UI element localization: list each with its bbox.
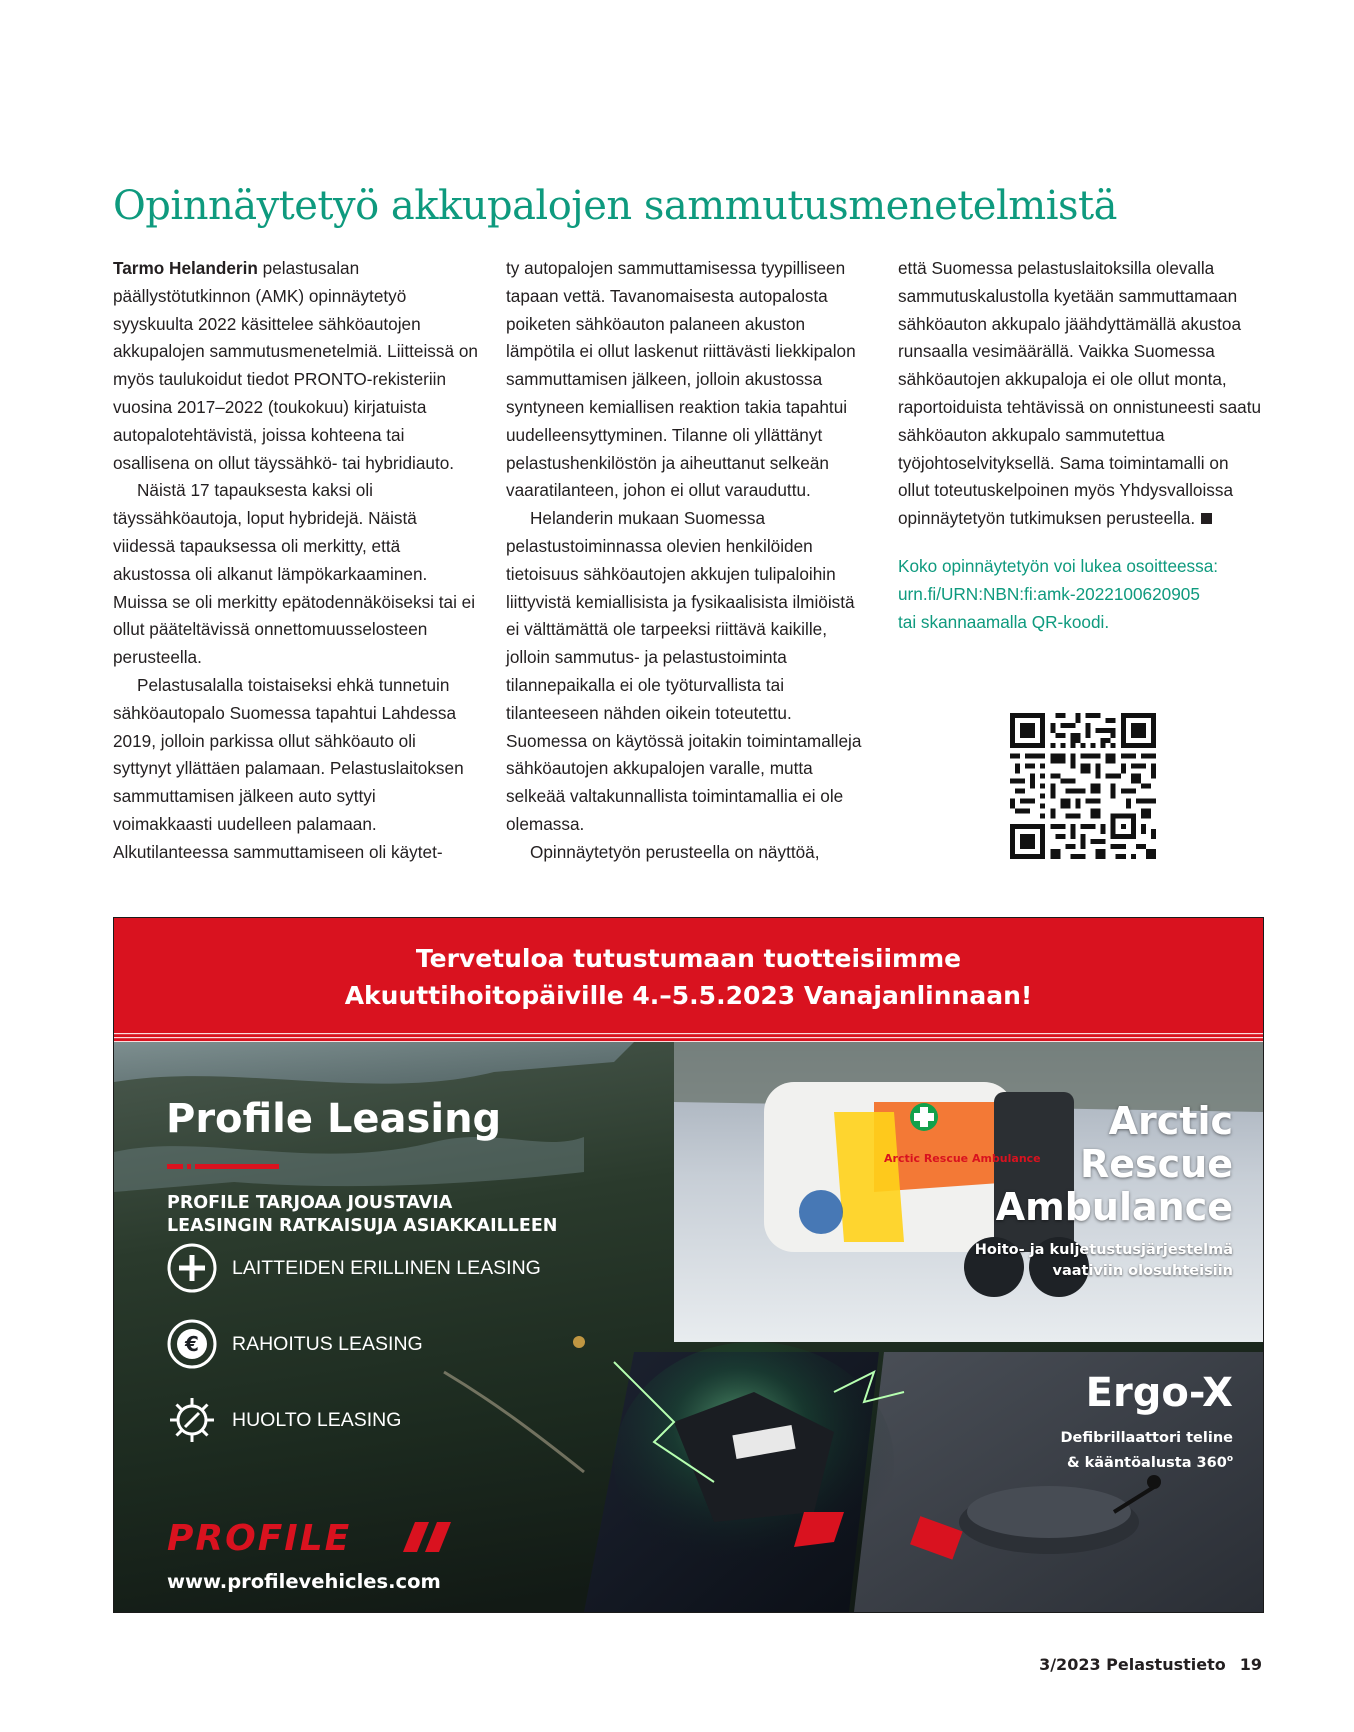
article-title: Opinnäytetyö akkupalojen sammutusmenetelmistä: [113, 183, 1117, 229]
thesis-link[interactable]: Koko opinnäytetyön voi lukea osoitteessa: urn.fi/URN:NBN:fi:amk-2022100620905 tai skannaamalla QR-koodi.: [898, 555, 1219, 632]
vehicle-label: Arctic Rescue Ambulance: [884, 1152, 1041, 1165]
qr-code-icon[interactable]: [1010, 713, 1156, 859]
feature-label: LAITTEIDEN ERILLINEN LEASING: [232, 1257, 541, 1279]
svg-text:PROFILE: PROFILE: [167, 1520, 352, 1554]
ergo-x-subtitle: Defibrillaattori teline & kääntöalusta 360$^o$: [1060, 1430, 1233, 1471]
profile-logo: [167, 1520, 457, 1554]
paragraph: että Suomessa pelastuslaitoksilla olevalla sammutuskalustolla kyetään sammuttamaan sähköauton akkupalo jäähdyttämällä akustoa runsaalla vesimäärällä. Vaikka Suomessa sähköautojen akkupaloja ei ole ollut monta, raportoiduista tehtävissä on onnistuneesti saatu sähköauton akkupalo sammutettua työjohtoselvityksellä. Sama toimintamalli on ollut toteutuskelpoinen myös Yhdysvalloissa opinnäytetyön tutkimuksen perusteella.: [898, 258, 1262, 529]
paragraph: Helanderin mukaan Suomessa pelastustoiminnassa olevien henkilöiden tietoisuus sähköautojen akkujen tulipaloihin liittyvistä kemiallisista ja fysikaalisista ilmiöistä ei välttämättä ole tarpeeksi riittävä kaikille, jolloin sammutus- ja pelastustoiminta tilannepaikalla ei ole työturvallista tai tilanteeseen nähden oikein toteutettu. Suomessa on käytössä joitakin toimintamalleja sähköautojen akkupalojen varalle, mutta selkeää valtakunnallista toimintamallia ei ole olemassa.: [506, 508, 862, 834]
end-mark-icon: [1201, 513, 1212, 524]
feature-label: HUOLTO LEASING: [232, 1409, 402, 1431]
article-column-1: [113, 255, 478, 867]
paragraph: ty autopalojen sammuttamisessa tyypilliseen tapaan vettä. Tavanomaisesta autopalosta poiketen sähköauton palaneen akuston lämpötila ei ollut laskenut riittävästi liekkipalon sammuttamisen jälkeen, jolloin akustossa syntyneen kemiallisen reaktion takia tapahtui uudelleensyttyminen. Tilanne oli yllättänyt pelastushenkilöstön ja aiheuttanut selkeän vaaratilanteen, johon ei ollut varauduttu.: [506, 258, 856, 501]
gear-wrench-icon: [166, 1394, 218, 1446]
feature-item: [166, 1318, 566, 1372]
page-footer: [1039, 1655, 1262, 1674]
feature-label: RAHOITUS LEASING: [232, 1333, 423, 1355]
arctic-rescue-subtitle: Hoito- ja kuljetustusjärjestelmä vaativiin olosuhteisiin: [974, 1242, 1233, 1279]
website-link[interactable]: www.profilevehicles.com: [167, 1570, 441, 1593]
advertisement: [113, 917, 1264, 1613]
plus-circle-icon: [166, 1242, 218, 1294]
paragraph: Näistä 17 tapauksesta kaksi oli täyssähköautoja, loput hybridejä. Näistä viidessä tapauksessa oli merkitty, että akustossa oli alkanut lämpökarkaaminen. Muissa se oli merkitty epätodennäköiseksi tai ei ollut pääteltävissä onnettomuusselosteen perusteella.: [113, 480, 476, 668]
profile-accent-bar: [167, 1164, 279, 1169]
article-column-2: [506, 255, 871, 867]
page-number: 19: [1239, 1655, 1262, 1674]
euro-circle-icon: [166, 1318, 218, 1370]
issue-label: 3/2023 Pelastustieto: [1039, 1655, 1226, 1674]
paragraph: Opinnäytetyön perusteella on näyttöä,: [530, 841, 820, 862]
arctic-rescue-title: Arctic Rescue Ambulance: [995, 1099, 1233, 1229]
profile-leasing-title: Profile Leasing: [166, 1096, 502, 1142]
feature-item: [166, 1394, 566, 1448]
svg-text:€: €: [185, 1332, 199, 1356]
paragraph: Tarmo Helanderin pelastusalan päällystötutkinnon (AMK) opinnäytetyö syyskuulta 2022 käsittelee sähköautojen akkupalojen sammutusmenetelmiä. Liitteissä on myös taulukoidut tiedot PRONTO-rekisteriin vuosina 2017–2022 (toukokuu) kirjatuista autopalotehtävistä, joissa kohteena tai osallisena on ollut täyssähkö- tai hybridiauto.: [113, 258, 478, 473]
paragraph: Pelastusalalla toistaiseksi ehkä tunnetuin sähköautopalo Suomessa tapahtui Lahdessa 2019, jolloin parkissa ollut sähköauto oli syttynyt yllättäen palamaan. Pelastuslaitoksen sammuttamisen jälkeen auto syttyi voimakkaasti uudelleen palamaan. Alkutilanteessa sammuttamiseen oli käytet-: [113, 674, 464, 862]
ad-headline: Tervetuloa tutustumaan tuotteisiimme Akuuttihoitopäiville 4.–5.5.2023 Vanajanlinnaan!: [344, 944, 1033, 1010]
author-lead: Tarmo Helanderin: [113, 258, 258, 278]
ergo-x-title: Ergo-X: [1085, 1370, 1233, 1416]
profile-subtitle: PROFILE TARJOAA JOUSTAVIA LEASINGIN RATKAISUJA ASIAKKAILLEEN: [167, 1193, 558, 1236]
article-column-3: [898, 255, 1263, 636]
feature-item: [166, 1242, 566, 1296]
